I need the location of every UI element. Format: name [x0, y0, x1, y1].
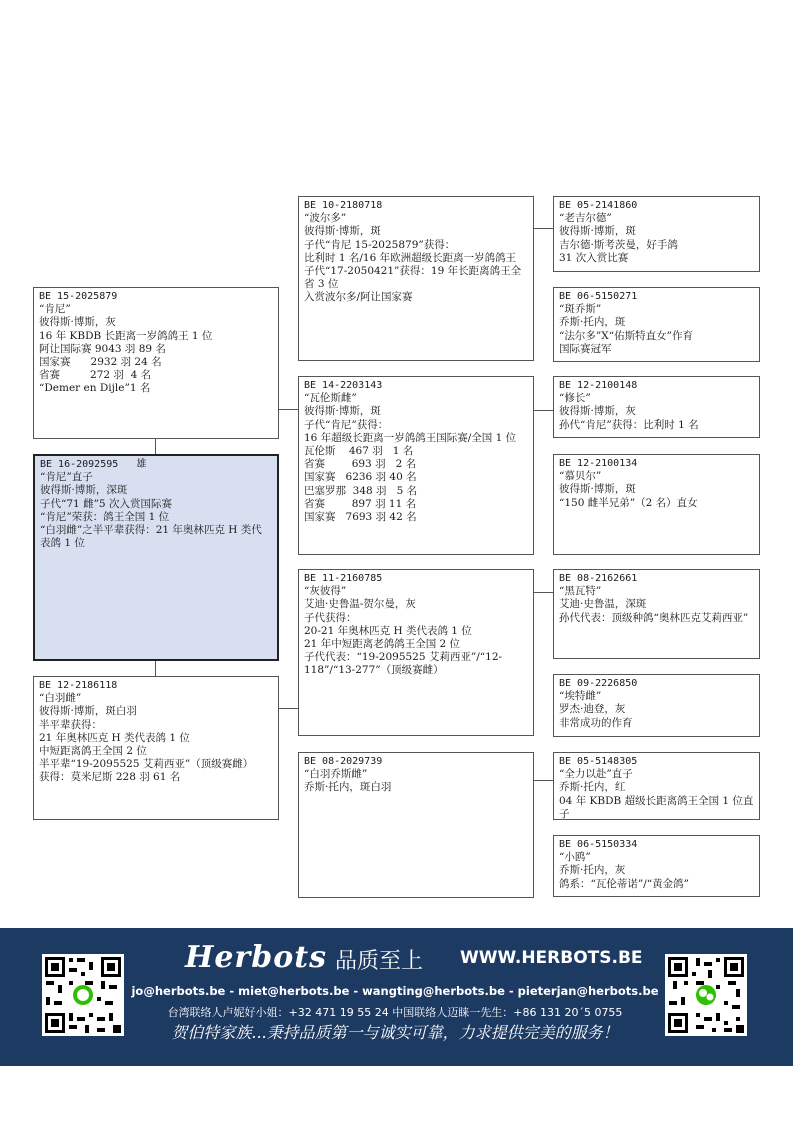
- breeder-color: 罗杰·迪登，灰: [559, 703, 626, 716]
- result-line: 半平辈获得：: [39, 718, 102, 731]
- breeder-color: 彼得斯·博斯，斑白羽: [39, 705, 137, 718]
- breeder-color: 乔斯·托内，斑白羽: [304, 781, 392, 794]
- result-line: 比利时 1 名/16 年欧洲超级长距离一岁鸽鸽王: [304, 251, 517, 264]
- sire-sire-box: [298, 196, 534, 361]
- result-line: 21 年中短距离老鸽鸽王全国 2 位: [304, 638, 461, 651]
- ring-number: BE 15-2025879: [39, 291, 118, 302]
- result-line: 国际赛冠军: [559, 342, 612, 355]
- dam-sire-box: [298, 569, 534, 736]
- ring-number: BE 08-2162661: [559, 573, 638, 584]
- connector: [155, 438, 156, 454]
- result-line: 省赛 897 羽 11 名: [304, 497, 417, 510]
- result-line: 孙代“肯尼”获得：比利时 1 名: [559, 418, 699, 431]
- result-line: “法尔多”X“佑斯特直女”作育: [559, 329, 693, 342]
- ring-number: BE 06-5150334: [559, 839, 638, 850]
- breeder-color: 艾迪·史鲁温-贺尔曼，灰: [304, 598, 416, 611]
- breeder-color: 彼得斯·博斯，灰: [39, 316, 116, 329]
- breeder-color: 彼得斯·博斯，斑: [304, 225, 381, 238]
- result-line: 16 年超级长距离一岁鸽鸽王国际赛/全国 1 位: [304, 431, 517, 444]
- herbots-logo: Herbots: [185, 940, 327, 975]
- result-line: 非常成功的作育: [559, 716, 633, 729]
- connector: [533, 592, 553, 593]
- pigeon-name: “慕贝尔”: [559, 470, 602, 483]
- qr-code-left-icon[interactable]: [42, 954, 124, 1036]
- result-line: 获得：莫米尼斯 228 羽 61 名: [39, 771, 181, 784]
- result-line: “Demer en Dijle”1 名: [39, 382, 151, 395]
- ring-number: BE 10-2180718: [304, 200, 383, 211]
- result-line: 入赏波尔多/阿让国家赛: [304, 291, 413, 304]
- breeder-color: 彼得斯·博斯，斑: [304, 405, 381, 418]
- result-line: 16 年 KBDB 长距离一岁鸽鸽王 1 位: [39, 329, 213, 342]
- result-line: 鸽系：“瓦伦蒂诺”/“黄金鸽”: [559, 877, 690, 890]
- result-line: “150 雌半兄弟”（2 名）直女: [559, 496, 698, 509]
- pigeon-name: “黑瓦特”: [559, 585, 602, 598]
- ring-number: BE 12-2186118: [39, 680, 118, 691]
- result-line: 省赛 693 羽 2 名: [304, 458, 417, 471]
- result-line: 04 年 KBDB 超级长距离鸽王全国 1 位直子: [559, 794, 754, 820]
- result-line: 子代“肯尼”获得：: [304, 418, 389, 431]
- result-line: 国家赛 2932 羽 24 名: [39, 356, 162, 369]
- breeder-color: 乔斯·托内，灰: [559, 864, 626, 877]
- ddd-box: [553, 835, 760, 897]
- result-line: 国家赛 7693 羽 42 名: [304, 511, 417, 524]
- dam-dam-box: [298, 752, 534, 898]
- website-link[interactable]: WWW.HERBOTS.BE: [460, 948, 643, 968]
- pigeon-name: “小鸥”: [559, 851, 591, 864]
- pigeon-name: “斑乔斯”: [559, 303, 602, 316]
- result-line: 半平辈“19-2095525 艾莉西亚”（顶级赛雌）: [39, 758, 254, 771]
- ring-number: BE 11-2160785: [304, 573, 383, 584]
- ring-number: BE 14-2203143: [304, 380, 383, 391]
- result-line: 巴塞罗那 348 羽 5 名: [304, 484, 418, 497]
- brand-header: [185, 940, 643, 976]
- connector: [533, 780, 553, 781]
- sds-box: [553, 376, 760, 438]
- result-line: 子代“71 雌”5 次入赏国际赛: [40, 497, 172, 510]
- result-line: “肯尼”荣获：鸽王全国 1 位: [40, 510, 170, 523]
- qr-code-right-icon[interactable]: [665, 954, 747, 1036]
- breeder-color: 彼得斯·博斯，斑: [559, 225, 636, 238]
- pigeon-name: “肯尼”: [39, 303, 71, 316]
- result-line: 31 次入赏比赛: [559, 251, 629, 264]
- connector: [278, 708, 298, 709]
- pigeon-name: “白羽乔斯雌”: [304, 768, 368, 781]
- result-line: 瓦伦斯 467 羽 1 名: [304, 445, 414, 458]
- dss-box: [553, 569, 760, 659]
- dsd-box: [553, 674, 760, 737]
- result-line: 子代“肯尼 15-2025879”获得：: [304, 238, 456, 251]
- email-list[interactable]: jo@herbots.be - miet@herbots.be - wangting@herbots.be - pieterjan@herbots.be: [131, 984, 659, 998]
- result-line: 20-21 年奥林匹克 H 类代表鸽 1 位: [304, 624, 472, 637]
- result-line: 子代获得：: [304, 611, 357, 624]
- dds-box: [553, 752, 760, 820]
- pigeon-name: “灰彼得”: [304, 585, 347, 598]
- pigeon-name: “肯尼”直子: [40, 471, 93, 484]
- ring-number: BE 06-5150271: [559, 291, 638, 302]
- ring-number: BE 05-2141860: [559, 200, 638, 211]
- ssd-box: [553, 287, 760, 362]
- pigeon-name: “瓦伦斯雌”: [304, 392, 357, 405]
- ring-number: BE 09-2226850: [559, 678, 638, 689]
- footer-banner: [0, 928, 793, 1066]
- pigeon-name: “老吉尔德”: [559, 212, 612, 225]
- result-line: 吉尔德·斯考茨曼，好手鸽: [559, 238, 678, 251]
- connector: [533, 228, 553, 229]
- subject-box: [33, 454, 279, 661]
- breeder-color: 艾迪·史鲁温，深斑: [559, 598, 647, 611]
- sire-dam-box: [298, 376, 534, 555]
- slogan: 品质至上: [335, 949, 424, 974]
- ring-number: BE 16-2092595 雄: [40, 459, 147, 470]
- breeder-color: 彼得斯·博斯，深斑: [40, 484, 128, 497]
- ring-number: BE 12-2100134: [559, 458, 638, 469]
- result-line: 阿让国际赛 9043 羽 89 名: [39, 342, 166, 355]
- result-line: 孙代代表：顶级种鸽“奥林匹克艾莉西亚”: [559, 611, 749, 624]
- sire-box: [33, 287, 279, 439]
- breeder-color: 乔斯·托内，斑: [559, 316, 626, 329]
- ring-number: BE 08-2029739: [304, 756, 383, 767]
- motto: 贺伯特家族...秉持品质第一与诚实可靠，力求提供完美的服务！: [171, 1023, 619, 1042]
- contact-numbers: 台湾联络人卢妮好小姐：+32 471 19 55 24 中国联络人迈睐一先生：+86 131 20´5 0755: [167, 1006, 623, 1019]
- result-line: 国家赛 6236 羽 40 名: [304, 471, 417, 484]
- pigeon-name: “白羽雌”: [39, 692, 82, 705]
- result-line: 21 年奥林匹克 H 类代表鸽 1 位: [39, 731, 190, 744]
- breeder-color: 乔斯·托内，红: [559, 781, 626, 794]
- pigeon-name: “修长”: [559, 392, 591, 405]
- result-line: 子代“17-2050421”获得：19 年长距离鸽王全省 3 位: [304, 265, 522, 291]
- breeder-color: 彼得斯·博斯，斑: [559, 483, 636, 496]
- sss-box: [553, 196, 760, 272]
- ring-number: BE 12-2100148: [559, 380, 638, 391]
- sdd-box: [553, 454, 760, 555]
- result-line: 子代代表：“19-2095525 艾莉西亚”/“12-118”/“13-277”（顶级赛雌）: [304, 651, 503, 677]
- pigeon-name: “埃特雌”: [559, 690, 602, 703]
- connector: [533, 410, 553, 411]
- ring-number: BE 05-5148305: [559, 756, 638, 767]
- pigeon-name: “全力以赴”直子: [559, 768, 633, 781]
- connector: [278, 409, 298, 410]
- pigeon-name: “波尔多”: [304, 212, 347, 225]
- dam-box: [33, 676, 279, 820]
- result-line: 省赛 272 羽 4 名: [39, 369, 152, 382]
- result-line: 中短距离鸽王全国 2 位: [39, 745, 147, 758]
- connector: [155, 660, 156, 676]
- result-line: “白羽雌”之半平辈获得：21 年奥林匹克 H 类代表鸽 1 位: [40, 524, 262, 550]
- breeder-color: 彼得斯·博斯，灰: [559, 405, 636, 418]
